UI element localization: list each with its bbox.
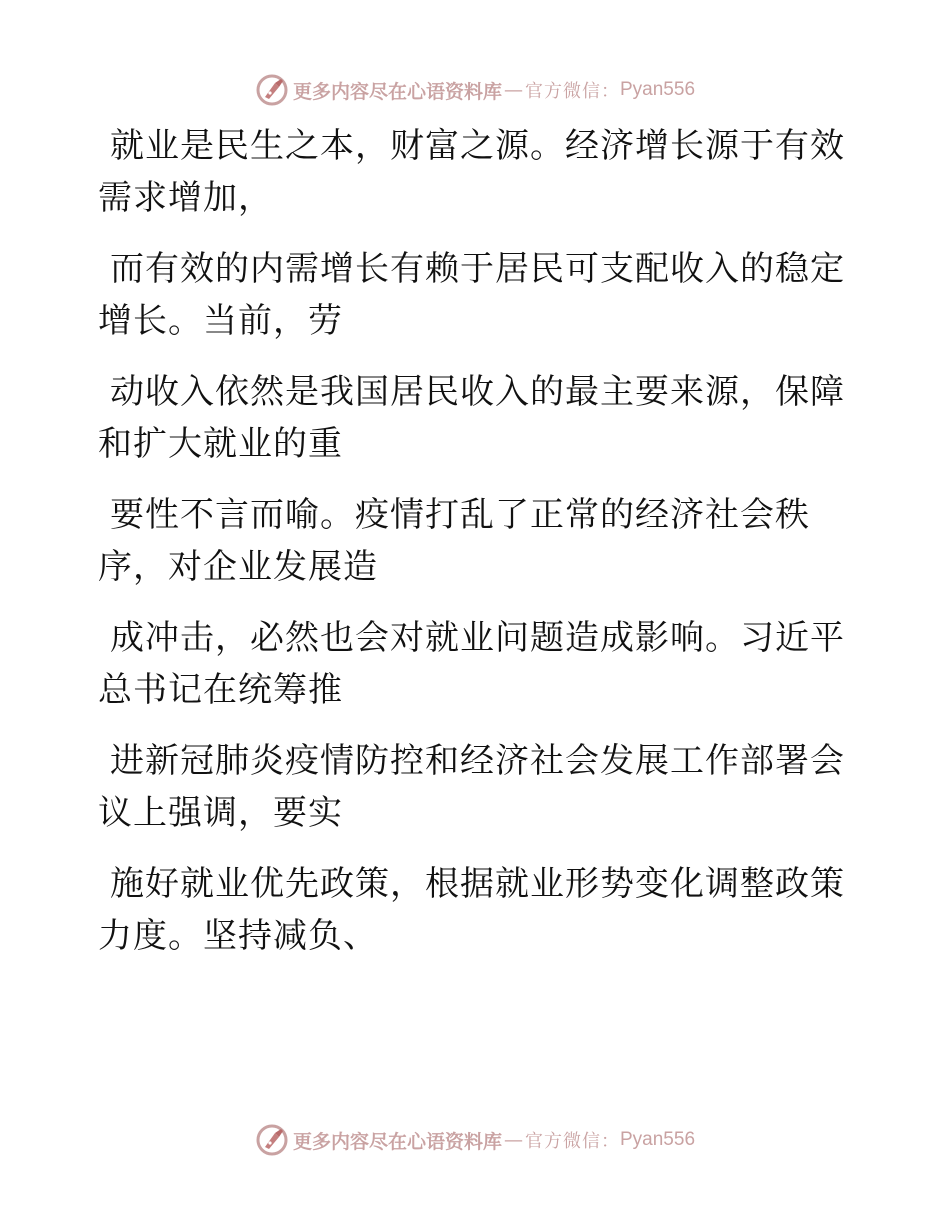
pen-nib-logo-icon bbox=[255, 1123, 289, 1157]
banner-wechat-id: Pyan556 bbox=[620, 1129, 696, 1150]
paragraph bbox=[98, 735, 845, 839]
pen-nib-logo-icon bbox=[255, 73, 289, 107]
paragraph-line: 总书记在统筹推 bbox=[98, 670, 343, 710]
paragraph bbox=[98, 489, 838, 593]
paragraph bbox=[98, 858, 845, 962]
paragraph-line: 动收入依然是我国居民收入的最主要来源，保障 bbox=[110, 372, 845, 412]
paragraph-line: 和扩大就业的重 bbox=[98, 424, 343, 464]
paragraph bbox=[98, 120, 845, 224]
banner-wechat-label: 官方微信： bbox=[525, 1131, 620, 1152]
paragraph bbox=[98, 612, 845, 716]
paragraph bbox=[98, 243, 845, 347]
banner-title: 更多内容尽在心语资料库 bbox=[292, 1130, 502, 1153]
paragraph-line: 增长。当前，劳 bbox=[98, 301, 343, 341]
paragraph-line: 议上强调，要实 bbox=[98, 793, 343, 833]
paragraph-line: 要性不言而喻。疫情打乱了正常的经济社会秩 bbox=[110, 495, 810, 535]
paragraph-line: 就业是民生之本，财富之源。经济增长源于有效 bbox=[110, 126, 845, 166]
banner-wechat-label: 官方微信： bbox=[525, 81, 620, 102]
paragraph-line: 成冲击，必然也会对就业问题造成影响。习近平 bbox=[110, 618, 845, 658]
banner-wechat-id: Pyan556 bbox=[620, 79, 696, 100]
banner-dash: — bbox=[504, 1129, 523, 1151]
header-banner bbox=[0, 70, 950, 110]
paragraph-line: 需求增加， bbox=[98, 178, 273, 218]
paragraph-line: 而有效的内需增长有赖于居民可支配收入的稳定 bbox=[110, 249, 845, 289]
paragraph-line: 序，对企业发展造 bbox=[98, 547, 378, 587]
footer-banner bbox=[0, 1120, 950, 1160]
banner-dash: — bbox=[504, 79, 523, 101]
paragraph-line: 施好就业优先政策，根据就业形势变化调整政策 bbox=[110, 864, 845, 904]
paragraph-line: 进新冠肺炎疫情防控和经济社会发展工作部署会 bbox=[110, 741, 845, 781]
paragraph-line: 力度。坚持减负、 bbox=[98, 916, 378, 956]
banner-title: 更多内容尽在心语资料库 bbox=[292, 80, 502, 103]
document-body bbox=[98, 120, 845, 981]
paragraph bbox=[98, 366, 845, 470]
